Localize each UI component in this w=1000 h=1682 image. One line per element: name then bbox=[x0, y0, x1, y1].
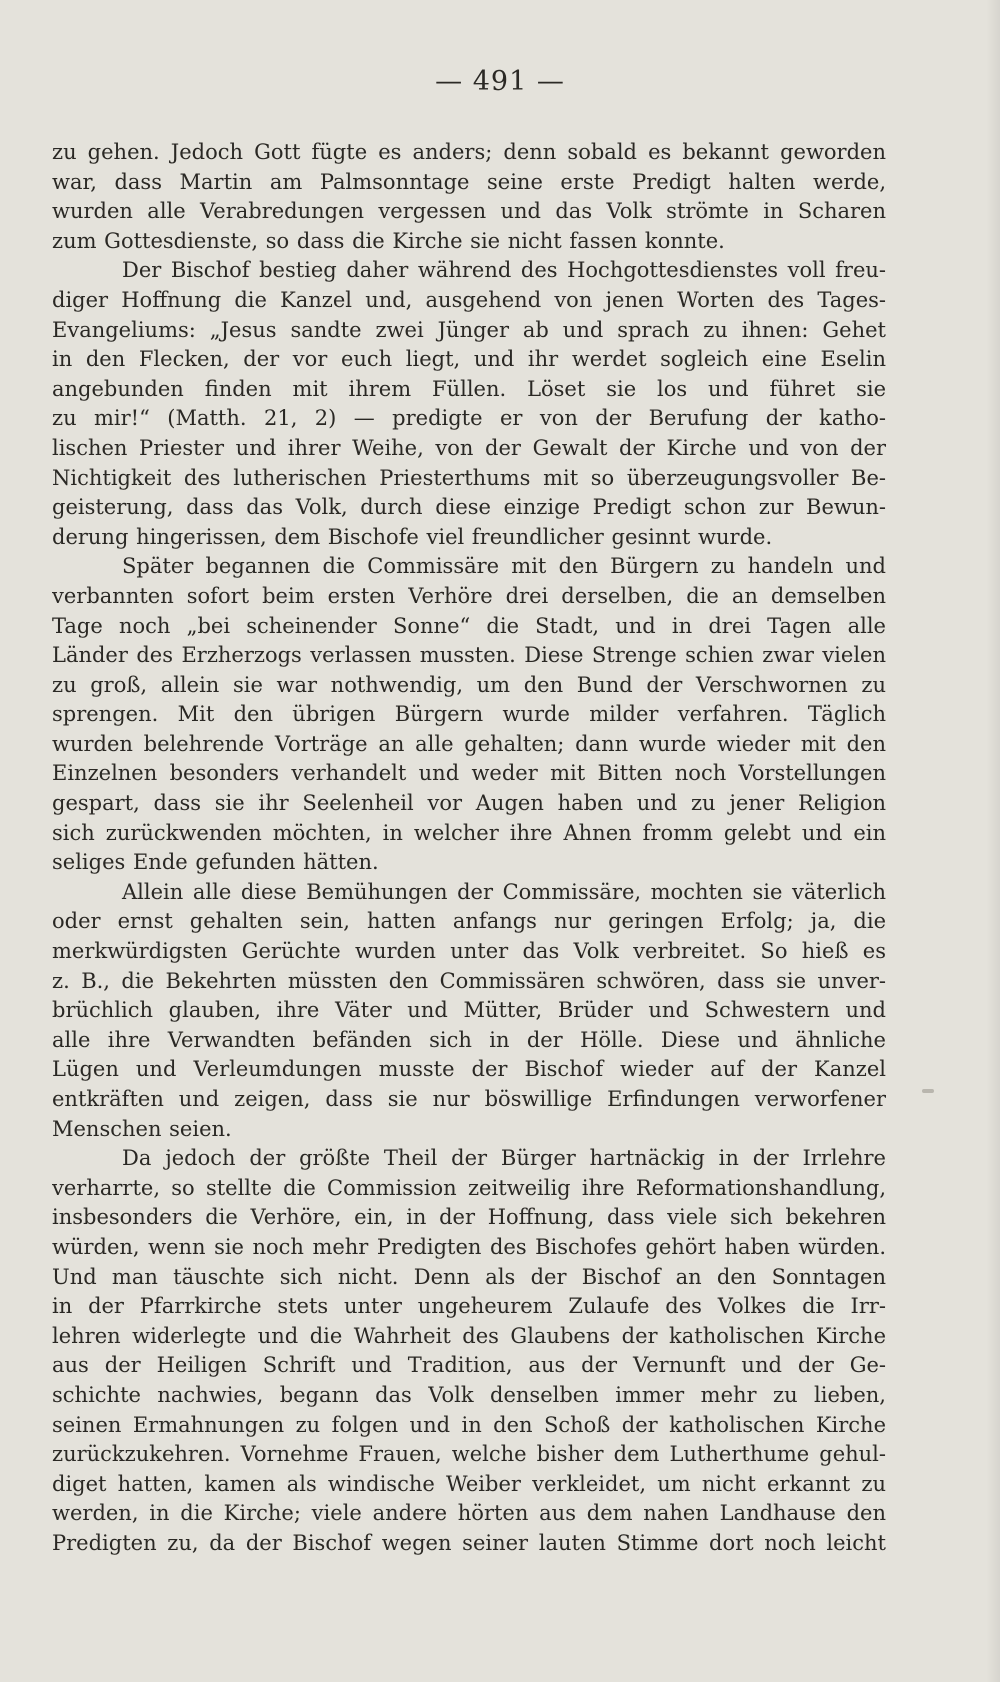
text-line: Allein alle diese Bemühungen der Commissäre, mochten sie väterlich bbox=[122, 879, 886, 904]
text-line: aus der Heiligen Schrift und Tradition, aus der Vernunft und der Ge- bbox=[52, 1353, 886, 1378]
text-line: Tage noch „bei scheinender Sonne“ die Stadt, und in drei Tagen alle bbox=[52, 613, 886, 638]
paper-smudge-mark bbox=[922, 1089, 934, 1093]
text-line: seliges Ende gefunden hätten. bbox=[52, 850, 379, 875]
text-line: merkwürdigsten Gerüchte wurden unter das Volk verbreitet. So hieß es bbox=[52, 939, 886, 964]
text-line: Später begannen die Commissäre mit den Bürgern zu handeln und bbox=[122, 554, 886, 579]
text-line: derung hingerissen, dem Bischofe viel freundlicher gesinnt wurde. bbox=[52, 524, 773, 549]
text-line: würden, wenn sie noch mehr Predigten des Bischofes gehört haben würden. bbox=[52, 1234, 886, 1259]
text-line: sich zurückwenden möchten, in welcher ihre Ahnen fromm gelebt und ein bbox=[52, 820, 886, 845]
text-line: sprengen. Mit den übrigen Bürgern wurde milder verfahren. Täglich bbox=[52, 702, 886, 727]
text-line: verbannten sofort beim ersten Verhöre drei derselben, die an demselben bbox=[52, 583, 886, 608]
text-line: oder ernst gehalten sein, hatten anfangs nur geringen Erfolg; ja, die bbox=[52, 909, 886, 934]
text-line: war, dass Martin am Palmsonntage seine erste Predigt halten werde, bbox=[52, 169, 886, 194]
text-line: diget hatten, kamen als windische Weiber verkleidet, um nicht erkannt zu bbox=[52, 1471, 886, 1496]
body-text bbox=[52, 138, 886, 1559]
text-line: verharrte, so stellte die Commission zeitweilig ihre Reformationshandlung, bbox=[52, 1175, 886, 1200]
text-line: zum Gottesdienste, so dass die Kirche sie nicht fassen konnte. bbox=[52, 228, 725, 253]
text-line: zurückzukehren. Vornehme Frauen, welche bisher dem Lutherthume gehul- bbox=[52, 1442, 886, 1467]
text-line: Einzelnen besonders verhandelt und weder mit Bitten noch Vorstellungen bbox=[52, 761, 886, 786]
text-line: zu mir!“ (Matth. 21, 2) — predigte er von der Berufung der katho- bbox=[52, 406, 886, 431]
text-line: entkräften und zeigen, dass sie nur böswillige Erfindungen verworfener bbox=[52, 1087, 886, 1111]
text-line: Predigten zu, da der Bischof wegen seiner lauten Stimme dort noch leicht bbox=[52, 1530, 886, 1555]
text-line: lischen Priester und ihrer Weihe, von der Gewalt der Kirche und von der bbox=[52, 435, 886, 460]
text-line: Menschen seien. bbox=[52, 1116, 232, 1141]
text-line: diger Hoffnung die Kanzel und, ausgehend von jenen Worten des Tages- bbox=[52, 287, 886, 312]
text-line: Länder des Erzherzogs verlassen mussten. Diese Strenge schien zwar vielen bbox=[52, 643, 886, 668]
text-line: seinen Ermahnungen zu folgen und in den Schoß der katholischen Kirche bbox=[52, 1412, 886, 1437]
text-line: Der Bischof bestieg daher während des Hochgottesdienstes voll freu- bbox=[122, 258, 886, 283]
text-line: werden, in die Kirche; viele andere hörten aus dem nahen Landhause den bbox=[52, 1501, 886, 1526]
text-line: lehren widerlegte und die Wahrheit des Glaubens der katholischen Kirche bbox=[52, 1323, 886, 1348]
text-line: Da jedoch der größte Theil der Bürger hartnäckig in der Irrlehre bbox=[122, 1146, 886, 1171]
text-line: Evangeliums: „Jesus sandte zwei Jünger ab und sprach zu ihnen: Gehet bbox=[52, 317, 886, 342]
text-line: schichte nachwies, begann das Volk denselben immer mehr zu lieben, bbox=[52, 1382, 886, 1407]
text-line: Lügen und Verleumdungen musste der Bischof wieder auf der Kanzel bbox=[52, 1057, 886, 1082]
text-line: in den Flecken, der vor euch liegt, und ihr werdet sogleich eine Eselin bbox=[52, 347, 886, 372]
text-line: zu groß, allein sie war nothwendig, um den Bund der Verschwornen zu bbox=[52, 672, 886, 697]
text-line: Und man täuschte sich nicht. Denn als der Bischof an den Sonntagen bbox=[52, 1264, 886, 1289]
text-line: brüchlich glauben, ihre Väter und Mütter, Brüder und Schwestern und bbox=[52, 998, 886, 1023]
text-line: z. B., die Bekehrten müssten den Commissären schwören, dass sie unver- bbox=[52, 968, 886, 993]
text-line: Nichtigkeit des lutherischen Priesterthums mit so überzeugungsvoller Be- bbox=[52, 465, 886, 490]
text-line: zu gehen. Jedoch Gott fügte es anders; denn sobald es bekannt geworden bbox=[52, 140, 886, 164]
text-line: gespart, dass sie ihr Seelenheil vor Augen haben und zu jener Religion bbox=[52, 791, 886, 816]
page-number: — 491 — bbox=[435, 66, 565, 97]
text-line: geisterung, dass das Volk, durch diese einzige Predigt schon zur Bewun- bbox=[52, 495, 886, 520]
page-edge-shadow bbox=[986, 0, 1000, 1682]
text-line: wurden alle Verabredungen vergessen und das Volk strömte in Scharen bbox=[52, 199, 886, 224]
text-line: insbesonders die Verhöre, ein, in der Hoffnung, dass viele sich bekehren bbox=[52, 1205, 886, 1230]
text-line: angebunden finden mit ihrem Füllen. Löset sie los und führet sie bbox=[52, 376, 886, 401]
text-line: wurden belehrende Vorträge an alle gehalten; dann wurde wieder mit den bbox=[52, 731, 886, 756]
text-line: in der Pfarrkirche stets unter ungeheurem Zulaufe des Volkes die Irr- bbox=[52, 1294, 886, 1319]
text-line: alle ihre Verwandten befänden sich in der Hölle. Diese und ähnliche bbox=[52, 1027, 886, 1052]
